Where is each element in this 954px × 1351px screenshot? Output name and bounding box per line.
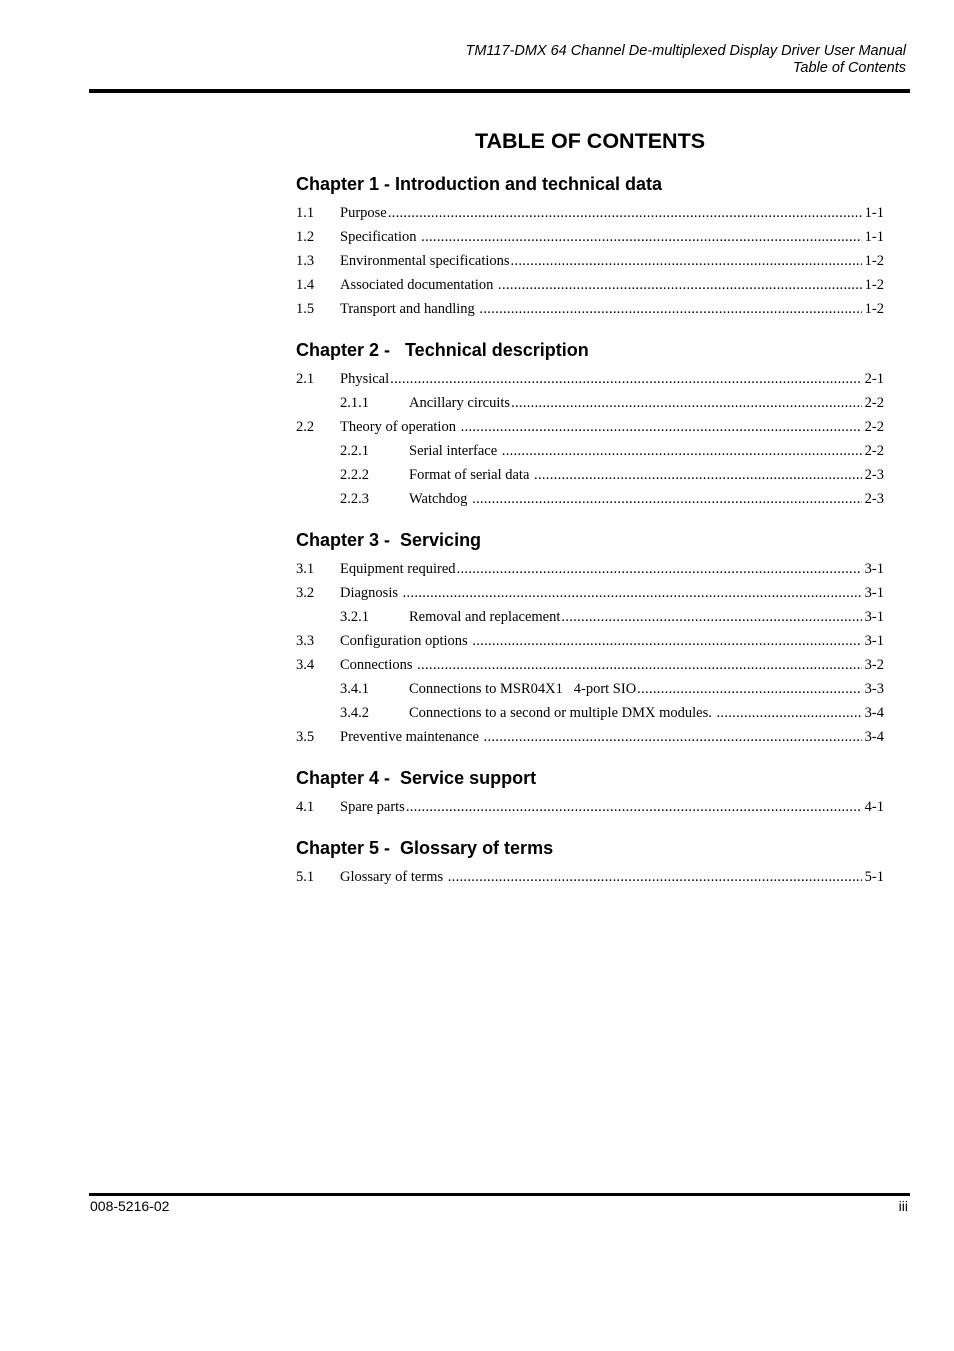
entry-page: 2-3 bbox=[864, 491, 884, 507]
dot-leader bbox=[417, 653, 862, 677]
toc-entry[interactable] bbox=[296, 415, 884, 439]
entry-title: Preventive maintenance bbox=[340, 729, 483, 745]
entry-number: 2.1 bbox=[296, 371, 315, 387]
toc-entry[interactable] bbox=[296, 581, 884, 605]
entry-page: 4-1 bbox=[864, 799, 884, 815]
entry-page: 3-4 bbox=[864, 705, 884, 721]
entry-number: 3.4 bbox=[296, 657, 315, 673]
toc-entry[interactable] bbox=[296, 273, 884, 297]
entry-title: Serial interface bbox=[409, 443, 501, 459]
header-rule bbox=[89, 89, 910, 93]
toc-entry[interactable] bbox=[296, 629, 884, 653]
entry-title: Removal and replacement bbox=[409, 609, 561, 625]
entry-page: 2-1 bbox=[864, 371, 884, 387]
entry-title: Specification bbox=[340, 229, 421, 245]
chapter-heading[interactable]: Chapter 4 - Service support bbox=[296, 768, 537, 788]
toc-entry[interactable] bbox=[296, 201, 884, 225]
entry-number: 1.1 bbox=[296, 205, 315, 221]
toc-entry[interactable] bbox=[296, 725, 884, 749]
entry-title: Glossary of terms bbox=[340, 869, 447, 885]
entry-page: 1-2 bbox=[864, 301, 884, 317]
entry-title: Environmental specifications bbox=[340, 253, 510, 269]
document-number: 008-5216-02 bbox=[90, 1198, 170, 1214]
entry-title: Associated documentation bbox=[340, 277, 498, 293]
toc-subentry[interactable] bbox=[296, 439, 884, 463]
entry-number: 4.1 bbox=[296, 799, 315, 815]
toc-entry[interactable] bbox=[296, 249, 884, 273]
entry-number: 2.2.2 bbox=[340, 467, 369, 483]
dot-leader bbox=[716, 701, 861, 725]
entry-title: Purpose bbox=[340, 205, 387, 221]
entry-page: 1-2 bbox=[864, 253, 884, 269]
entry-page: 1-2 bbox=[864, 277, 884, 293]
dot-leader bbox=[472, 487, 862, 511]
toc-subentry[interactable] bbox=[296, 677, 884, 701]
entry-page: 2-3 bbox=[864, 467, 884, 483]
chapter-5 bbox=[296, 837, 884, 889]
entry-number: 1.5 bbox=[296, 301, 315, 317]
entry-number: 3.2 bbox=[296, 585, 315, 601]
toc-entry[interactable] bbox=[296, 795, 884, 819]
entry-page: 2-2 bbox=[864, 419, 884, 435]
entry-number: 3.2.1 bbox=[340, 609, 369, 625]
entry-number: 2.2.1 bbox=[340, 443, 369, 459]
toc-entry[interactable] bbox=[296, 225, 884, 249]
entry-page: 3-2 bbox=[864, 657, 884, 673]
entry-page: 3-1 bbox=[864, 633, 884, 649]
toc-subentry[interactable] bbox=[296, 463, 884, 487]
entry-title: Connections bbox=[340, 657, 417, 673]
dot-leader bbox=[406, 795, 862, 819]
entry-page: 3-1 bbox=[864, 561, 884, 577]
dot-leader bbox=[637, 677, 861, 701]
entry-title: Format of serial data bbox=[409, 467, 534, 483]
dot-leader bbox=[561, 605, 861, 629]
entry-number: 1.2 bbox=[296, 229, 315, 245]
entry-number: 3.3 bbox=[296, 633, 315, 649]
page-number: iii bbox=[898, 1198, 908, 1214]
table-of-contents bbox=[296, 128, 884, 907]
entry-number: 3.4.1 bbox=[340, 681, 369, 697]
entry-page: 5-1 bbox=[864, 869, 884, 885]
entry-title: Theory of operation bbox=[340, 419, 460, 435]
header-manual-title: TM117-DMX 64 Channel De-multiplexed Display Driver User Manual bbox=[465, 43, 906, 59]
entry-number: 3.1 bbox=[296, 561, 315, 577]
dot-leader bbox=[421, 225, 862, 249]
chapter-heading[interactable]: Chapter 3 - Servicing bbox=[296, 530, 482, 550]
toc-entry[interactable] bbox=[296, 367, 884, 391]
dot-leader bbox=[461, 415, 862, 439]
chapter-3 bbox=[296, 529, 884, 749]
entry-number: 2.1.1 bbox=[340, 395, 369, 411]
chapter-heading[interactable]: Chapter 5 - Glossary of terms bbox=[296, 838, 554, 858]
entry-title: Configuration options bbox=[340, 633, 472, 649]
header-section-title: Table of Contents bbox=[792, 60, 906, 76]
dot-leader bbox=[472, 629, 861, 653]
chapter-4 bbox=[296, 767, 884, 819]
entry-number: 3.4.2 bbox=[340, 705, 369, 721]
entry-title: Connections to a second or multiple DMX modules. bbox=[409, 705, 716, 721]
chapter-2 bbox=[296, 339, 884, 511]
toc-entry[interactable] bbox=[296, 653, 884, 677]
entry-number: 5.1 bbox=[296, 869, 315, 885]
entry-page: 3-4 bbox=[864, 729, 884, 745]
entry-title: Diagnosis bbox=[340, 585, 402, 601]
chapter-heading[interactable]: Chapter 2 - Technical description bbox=[296, 340, 589, 360]
entry-title: Watchdog bbox=[409, 491, 472, 507]
entry-title: Ancillary circuits bbox=[409, 395, 511, 411]
dot-leader bbox=[403, 581, 862, 605]
entry-number: 3.5 bbox=[296, 729, 315, 745]
entry-number: 1.3 bbox=[296, 253, 315, 269]
dot-leader bbox=[511, 391, 862, 415]
dot-leader bbox=[390, 367, 862, 391]
dot-leader bbox=[511, 249, 862, 273]
chapter-heading[interactable]: Chapter 1 - Introduction and technical data bbox=[296, 174, 663, 194]
entry-page: 3-1 bbox=[864, 609, 884, 625]
toc-subentry[interactable] bbox=[296, 391, 884, 415]
toc-subentry[interactable] bbox=[296, 487, 884, 511]
entry-number: 2.2 bbox=[296, 419, 315, 435]
entry-page: 3-1 bbox=[864, 585, 884, 601]
dot-leader bbox=[534, 463, 862, 487]
toc-subentry[interactable] bbox=[296, 701, 884, 725]
entry-title: Connections to MSR04X1 4-port SIO bbox=[409, 681, 637, 697]
dot-leader bbox=[502, 439, 862, 463]
dot-leader bbox=[479, 297, 861, 321]
entry-page: 3-3 bbox=[864, 681, 884, 697]
entry-number: 2.2.3 bbox=[340, 491, 369, 507]
dot-leader bbox=[457, 557, 862, 581]
entry-title: Spare parts bbox=[340, 799, 405, 815]
chapter-1 bbox=[296, 173, 884, 321]
toc-title: TABLE OF CONTENTS bbox=[474, 129, 706, 153]
entry-page: 2-2 bbox=[864, 395, 884, 411]
entry-page: 2-2 bbox=[864, 443, 884, 459]
dot-leader bbox=[448, 865, 862, 889]
footer-rule bbox=[89, 1193, 910, 1196]
dot-leader bbox=[484, 725, 862, 749]
entry-title: Equipment required bbox=[340, 561, 456, 577]
toc-subentry[interactable] bbox=[296, 605, 884, 629]
toc-entry[interactable] bbox=[296, 297, 884, 321]
toc-entry[interactable] bbox=[296, 865, 884, 889]
dot-leader bbox=[498, 273, 862, 297]
entry-number: 1.4 bbox=[296, 277, 315, 293]
entry-title: Transport and handling bbox=[340, 301, 479, 317]
toc-entry[interactable] bbox=[296, 557, 884, 581]
running-header bbox=[465, 43, 906, 77]
dot-leader bbox=[388, 201, 862, 225]
entry-page: 1-1 bbox=[864, 205, 884, 221]
entry-page: 1-1 bbox=[864, 229, 884, 245]
entry-title: Physical bbox=[340, 371, 390, 387]
